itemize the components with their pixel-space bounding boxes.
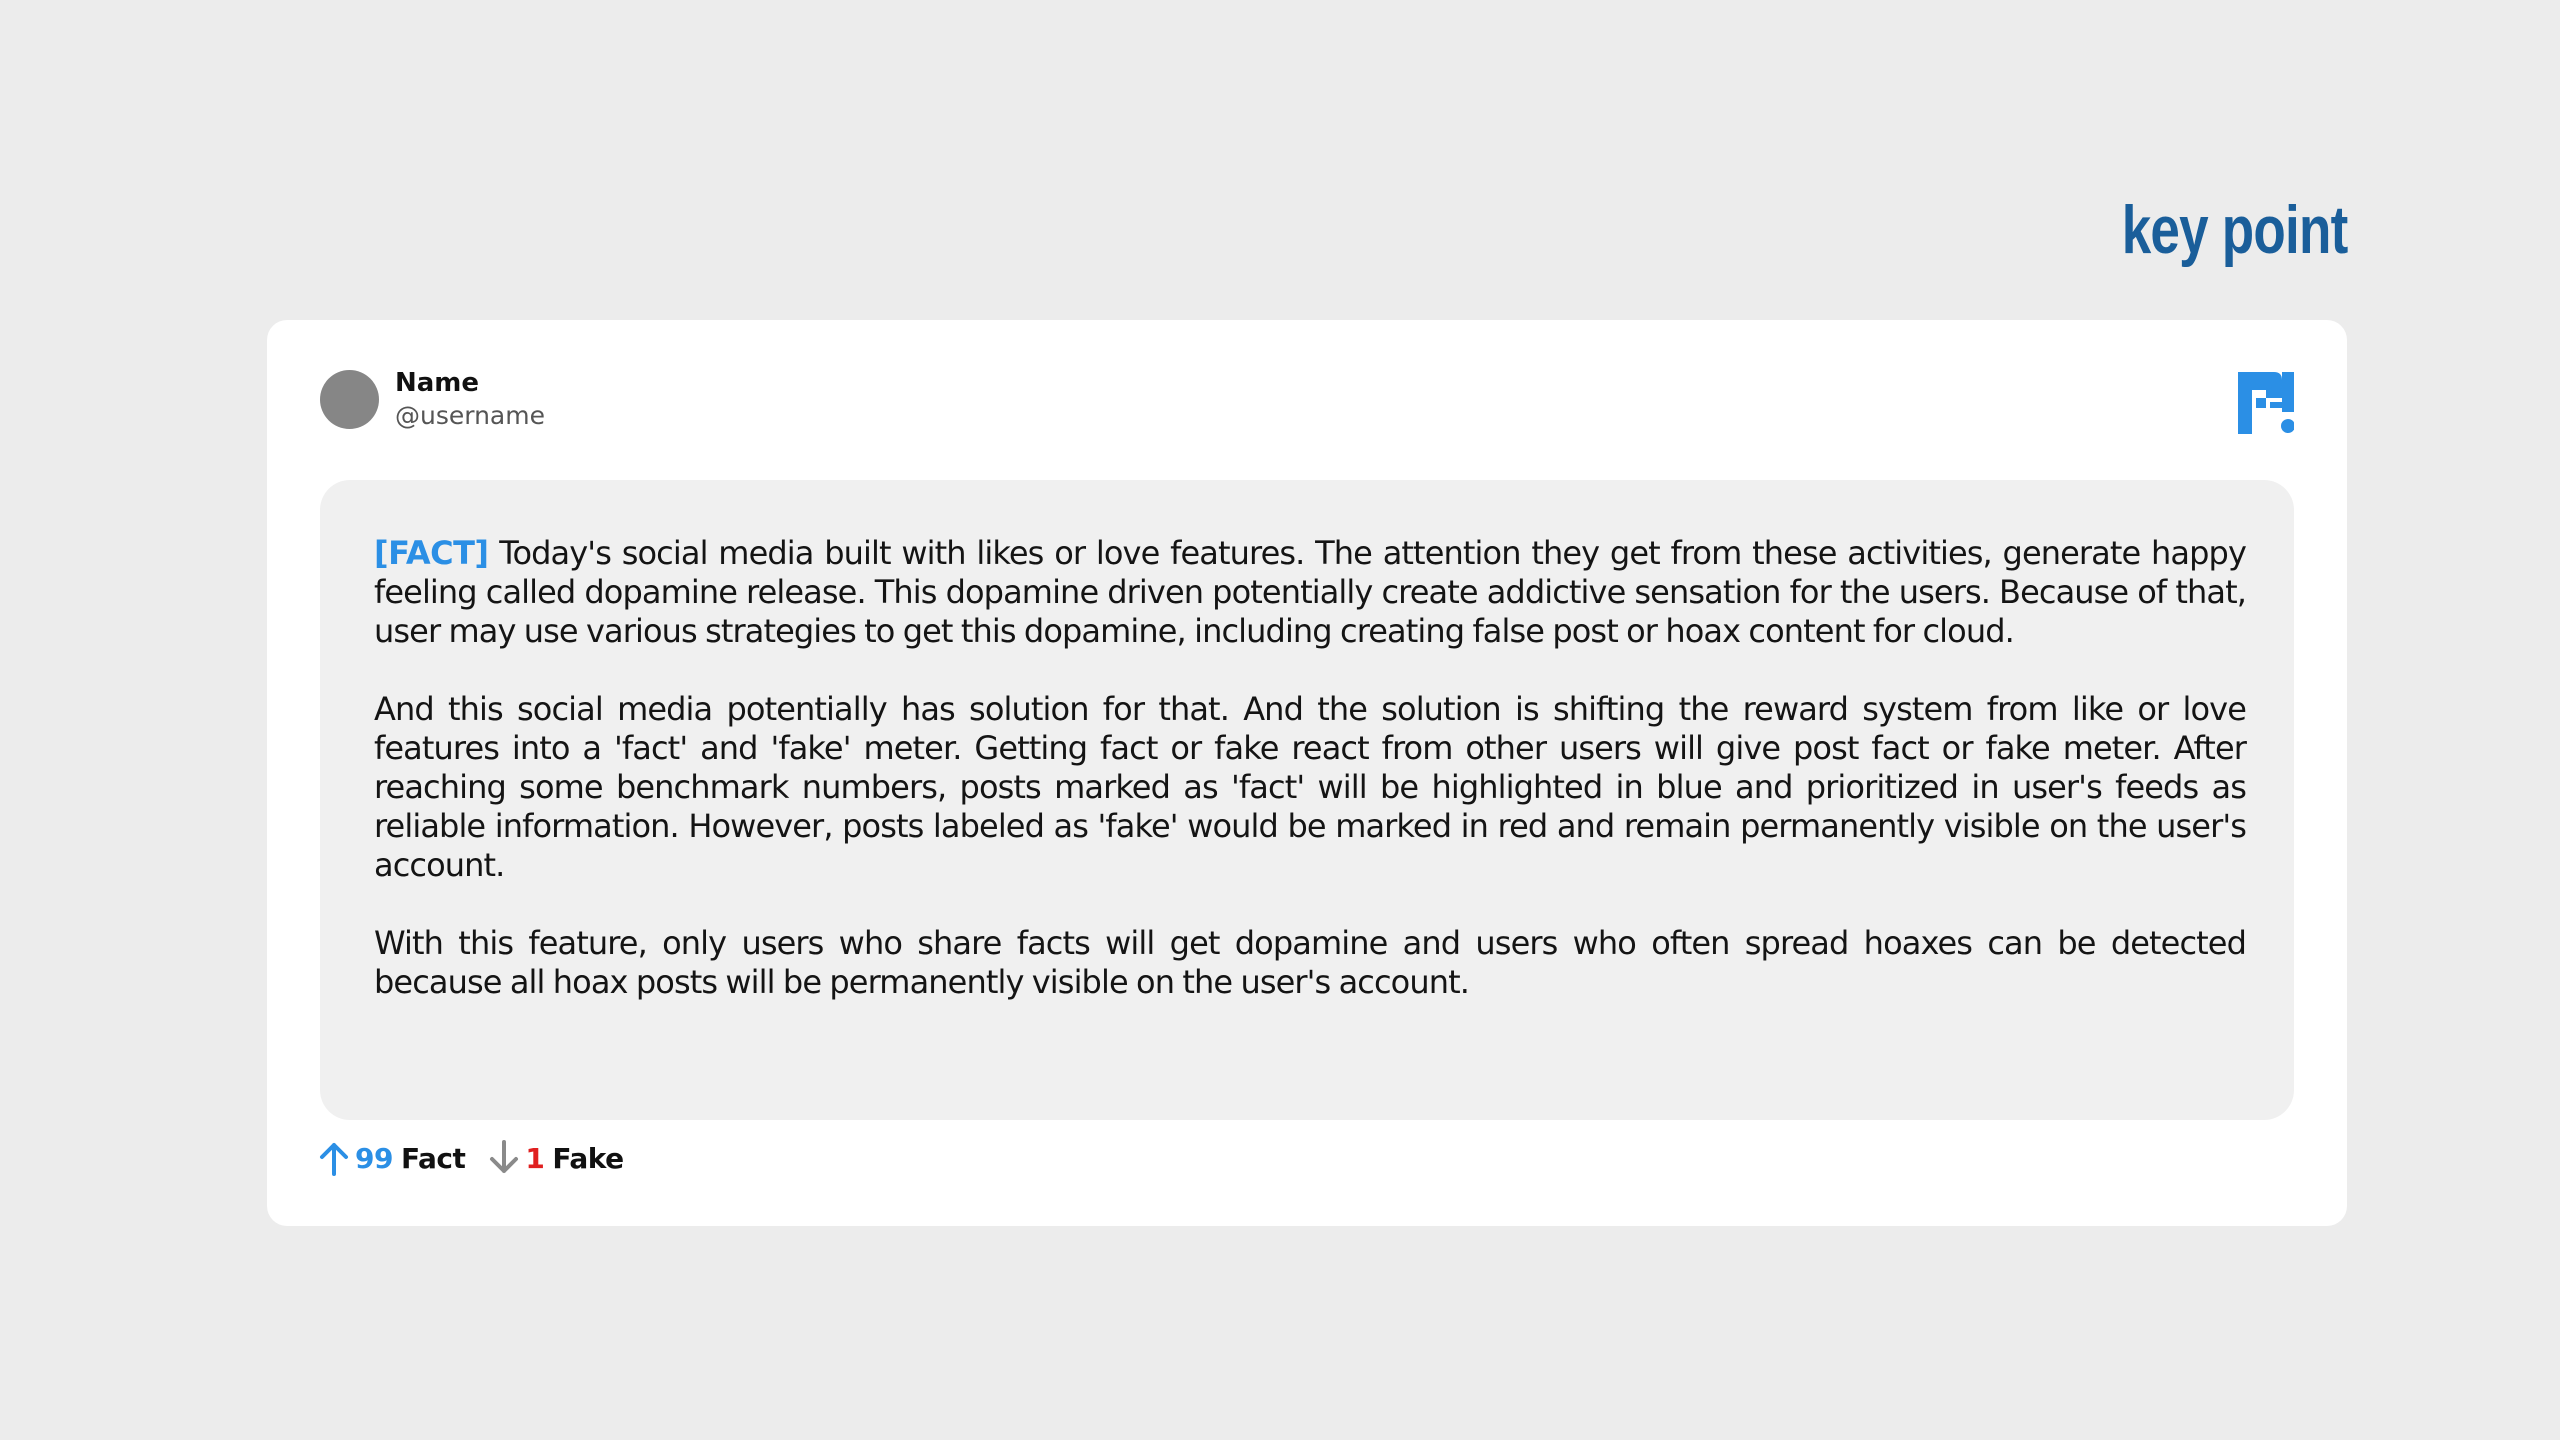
post-paragraph-2: And this social media potentially has solution for that. And the solution is shifting the reward system from like or love features into a 'fact' and 'fake' meter. Getting fact or fake react from other users will give post fact or fake meter. After reaching some benchmark numbers, posts marked as 'fact' will be highlighted in blue and prioritized in user's feeds as reliable information. However, posts labeled as 'fake' would be marked in red and remain permanently visible on the user's account. xyxy=(374,690,2246,884)
author-username[interactable]: @username xyxy=(395,401,545,430)
post-author[interactable] xyxy=(320,366,545,432)
author-name[interactable]: Name xyxy=(395,368,480,398)
post-content xyxy=(320,480,2294,1120)
arrow-up-icon[interactable] xyxy=(317,1140,351,1176)
reaction-bar xyxy=(317,1138,646,1178)
fact-tag: [FACT] xyxy=(374,534,489,572)
page-title: key point xyxy=(2121,192,2347,268)
avatar[interactable] xyxy=(320,370,379,429)
author-info xyxy=(395,366,545,432)
fake-count: 1 xyxy=(525,1141,545,1175)
fake-reaction-button[interactable] xyxy=(487,1140,623,1176)
app-logo-icon xyxy=(2238,372,2294,434)
fact-count: 99 xyxy=(355,1141,393,1175)
fact-reaction-button[interactable] xyxy=(317,1140,465,1176)
fact-label: Fact xyxy=(400,1141,466,1175)
fake-label: Fake xyxy=(552,1141,624,1175)
post-paragraph-1-text: Today's social media built with likes or love features. The attention they get from these activities, generate happy feeling called dopamine release. This dopamine driven potentially create addictive sensation for the users. Because of that, user may use various strategies to get this dopamine, including creating false post or hoax content for cloud. xyxy=(374,534,2246,650)
post-paragraph-1 xyxy=(374,534,2246,651)
post-paragraph-3: With this feature, only users who share facts will get dopamine and users who often spread hoaxes can be detected because all hoax posts will be permanently visible on the user's account. xyxy=(374,924,2246,1001)
arrow-down-icon[interactable] xyxy=(487,1140,521,1176)
post-card xyxy=(267,320,2347,1226)
